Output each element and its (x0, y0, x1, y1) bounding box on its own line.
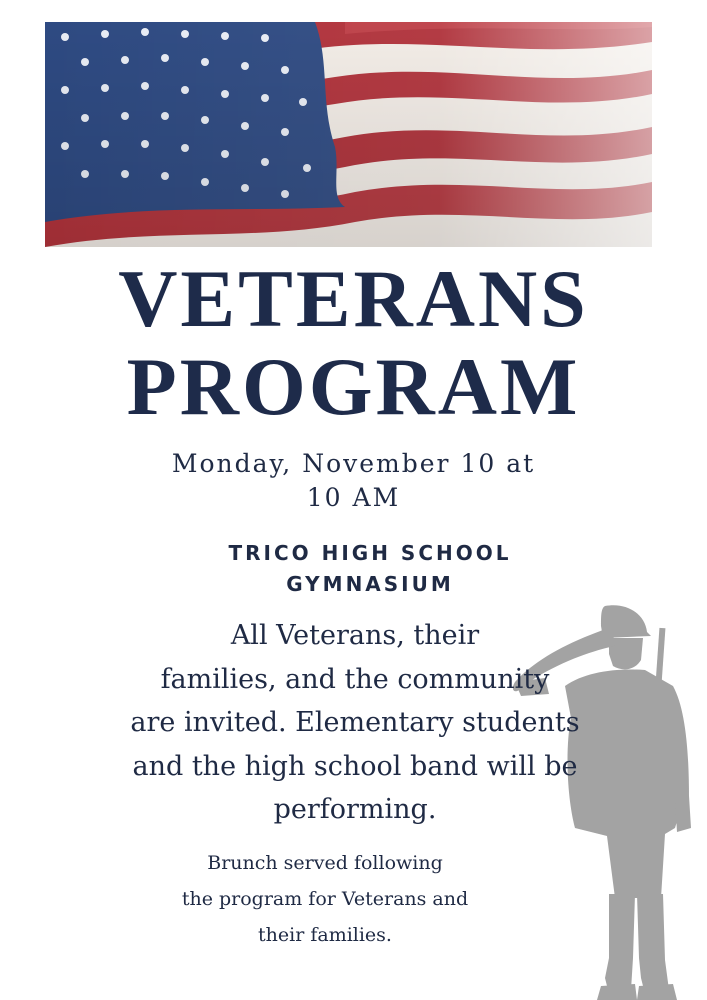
brunch-note (120, 845, 530, 953)
invitation-line-5: performing. (273, 794, 437, 825)
venue-line-2: GYMNASIUM (286, 572, 454, 596)
invitation-line-1: All Veterans, their (230, 620, 480, 651)
invitation-line-2: families, and the community (160, 663, 550, 695)
event-time-line: 10 AM (306, 483, 401, 512)
event-date-line-1: Monday, November 10 at (171, 449, 536, 478)
brunch-line-3: their families. (258, 924, 392, 946)
brunch-line-1: Brunch served following (207, 852, 443, 874)
invitation-text (60, 614, 650, 832)
event-venue (120, 538, 620, 600)
title-line-1: VETERANS (118, 253, 589, 344)
invitation-line-3: are invited. Elementary students (130, 707, 580, 738)
title-line-2: PROGRAM (126, 341, 581, 432)
venue-line-1: TRICO HIGH SCHOOL (228, 541, 512, 565)
event-date (0, 447, 707, 515)
invitation-line-4: and the high school band will be (132, 750, 578, 782)
american-flag-image (45, 22, 652, 247)
brunch-line-2: the program for Veterans and (181, 888, 469, 910)
